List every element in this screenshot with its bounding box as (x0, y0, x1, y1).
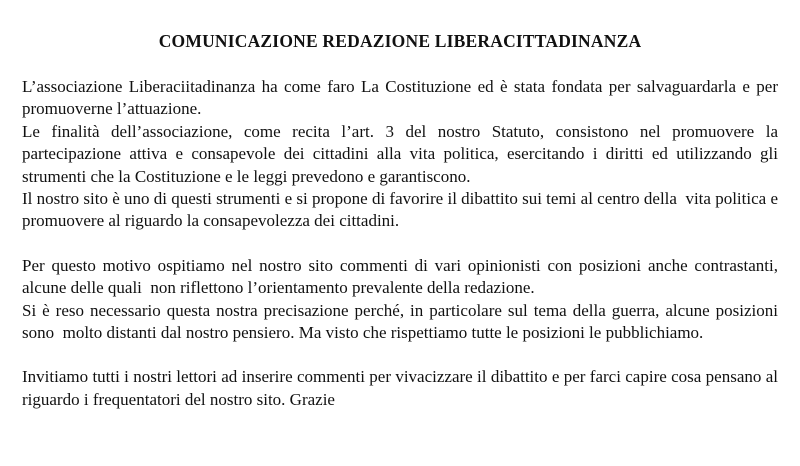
paragraph-site-purpose: Il nostro sito è uno di questi strumenti e si propone di favorire il dibattito sui temi al centro della vita politica e promuovere al riguardo la consapevolezza dei cittadini. (22, 189, 783, 231)
paragraph-clarification: Si è reso necessario questa nostra precisazione perché, in particolare sul tema della guerra, alcune posizioni sono molto distanti dal nostro pensiero. Ma visto che rispettiamo tutte le posizioni le pubblichiamo. (22, 300, 783, 343)
paragraph-block-intro (22, 76, 783, 233)
paragraph-opinion-diversity: Per questo motivo ospitiamo nel nostro sito commenti di vari opinionisti con posizioni anche contrastanti, alcune delle quali non riflettono l’orientamento prevalente della redazione. (22, 255, 783, 298)
paragraph-association-purpose: L’associazione Liberaciitadinanza ha come faro La Costituzione ed è stata fondata per salvaguardarla e per promuoverne l’attuazione. (22, 77, 783, 119)
paragraph-block-editorial-position (22, 255, 783, 345)
paragraph-reader-invitation: Invitiamo tutti i nostri lettori ad inserire commenti per vivacizzare il dibattito e per farci capire cosa pensano al riguardo i frequentatori del nostro sito. Grazie (22, 367, 783, 409)
paragraph-statute-goals: Le finalità dell’associazione, come recita l’art. 3 del nostro Statuto, consistono nel promuovere la partecipazione attiva e consapevole dei cittadini alla vita politica, esercitando i diritti ed utilizzando gli strumenti che la Costituzione e le leggi prevedono e garantiscono. (22, 121, 783, 186)
document-title: COMUNICAZIONE REDAZIONE LIBERACITTADINANZA (158, 31, 642, 51)
paragraph-block-invitation (22, 366, 783, 411)
